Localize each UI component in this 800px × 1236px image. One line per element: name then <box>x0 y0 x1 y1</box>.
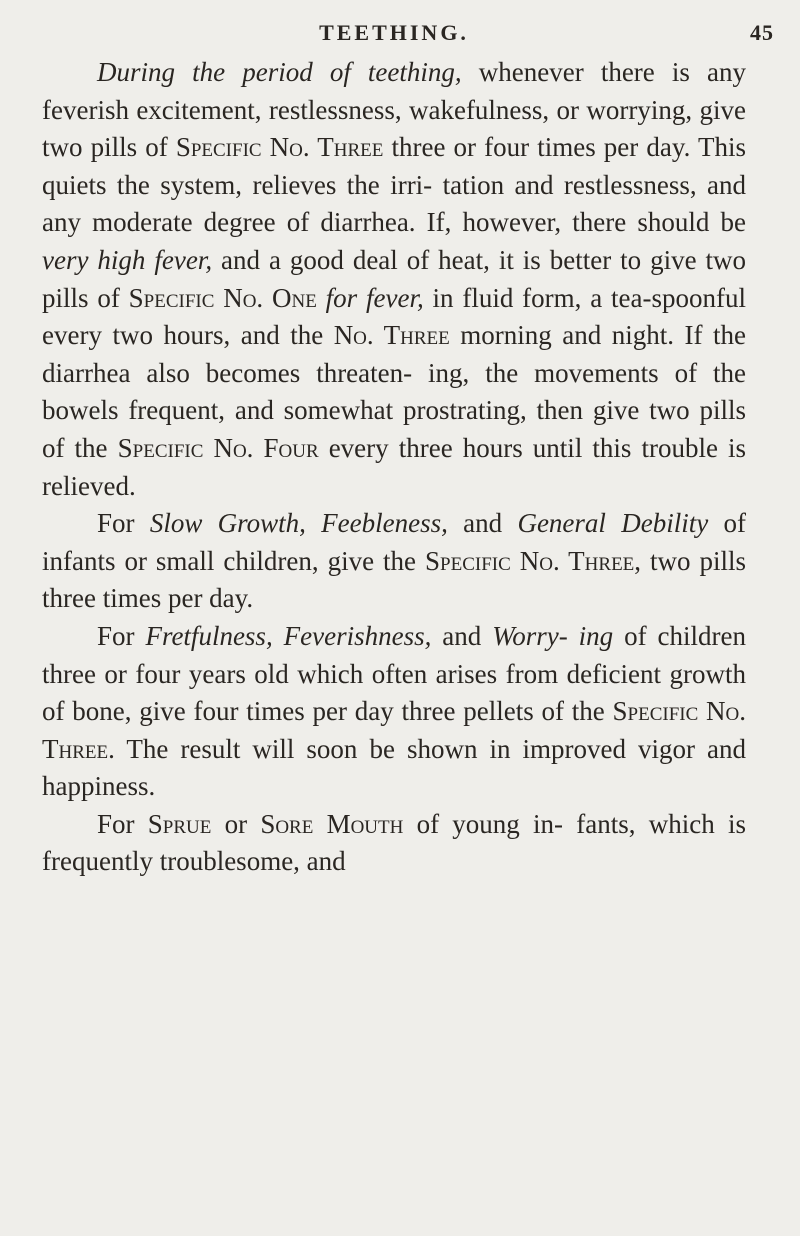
text-run: The result will soon be shown in improved vigor and happiness. <box>42 733 746 802</box>
remedy-name: Specific No. One <box>128 282 317 313</box>
running-head <box>42 16 774 54</box>
text-run: of children three or four years old which often arises from deficient growth of bone, give four times per day three pellets of the <box>42 620 747 727</box>
text-run: and <box>431 620 493 651</box>
text-run: For <box>97 620 146 651</box>
text-run: three or four times per day. This quiets the system, relieves the irri- tation and restlessness, and any moderate degree of diarrhea. If, however, there should be <box>42 132 746 238</box>
paragraph <box>42 505 746 618</box>
text-run: of young in- fants, which is frequently troublesome, and <box>42 808 746 877</box>
paragraph <box>42 54 746 505</box>
text-run: morning and night. If the diarrhea also becomes threaten- ing, the movements of the bowels frequent, and somewhat prostrating, then give two pills of the <box>42 320 746 463</box>
italic-phrase: Worry- ing <box>492 620 614 651</box>
remedy-name: No. Three <box>333 320 450 351</box>
text-run: or <box>211 808 261 839</box>
text-run: and <box>447 508 518 539</box>
text-run: of infants or small children, give the <box>42 508 746 576</box>
remedy-name: Specific No. Four <box>117 432 319 463</box>
text-run: two pills three times per day. <box>42 545 747 614</box>
body-text <box>42 54 746 881</box>
text-run: whenever there is any feverish excitement, restlessness, wakefulness, or worrying, give two pills of <box>42 57 746 163</box>
italic-phrase: very high fever, <box>42 244 213 275</box>
text-run <box>317 283 326 313</box>
remedy-name: Specific No. Three <box>175 132 384 163</box>
italic-phrase: for fever, <box>325 282 424 313</box>
text-run: in fluid form, a tea-spoonful every two hours, and the <box>42 282 746 351</box>
italic-phrase: Fretfulness, Feverishness, <box>145 620 432 651</box>
remedy-name: Sprue <box>147 808 212 839</box>
remedy-name: Sore Mouth <box>260 808 404 839</box>
page-number: 45 <box>750 20 774 45</box>
text-run: every three hours until this trouble is relieved. <box>42 432 747 501</box>
text-run: For <box>97 508 150 539</box>
italic-phrase: General Debility <box>517 508 709 539</box>
text-run: and a good deal of heat, it is better to give two pills of <box>42 244 747 313</box>
remedy-name: Specific No. Three. <box>42 696 746 764</box>
italic-phrase: During the period of teething, <box>97 57 462 87</box>
italic-phrase: Slow Growth, Feebleness, <box>149 508 448 539</box>
remedy-name: Specific No. Three, <box>425 545 642 576</box>
paragraph <box>42 618 746 806</box>
text-run: For <box>97 808 148 839</box>
running-title: TEETHING. <box>319 20 469 45</box>
paragraph <box>42 806 746 881</box>
